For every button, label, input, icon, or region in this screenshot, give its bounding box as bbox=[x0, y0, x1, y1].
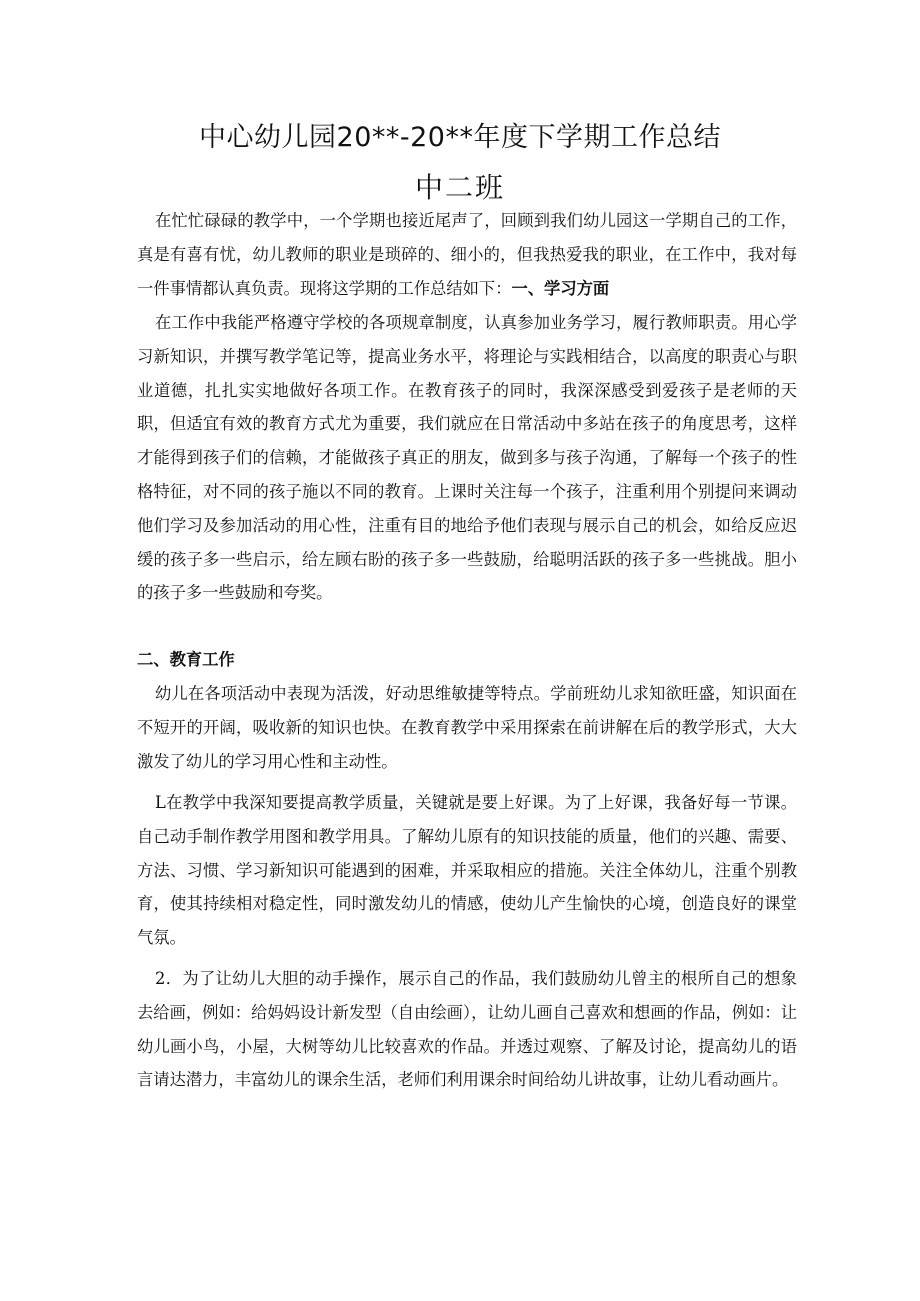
section1-heading: 一、学习方面 bbox=[511, 278, 610, 298]
section2-paragraph-2: L在教学中我深知要提高教学质量，关键就是要上好课。为了上好课，我备好每一节课。自己动手制作教学用图和教学用具。了解幼儿原有的知识技能的质量，他们的兴趣、需要、方法、习惯、学习新知识可能遇到的困难，并采取相应的措施。关注全体幼儿，注重个别教育，使其持续相对稳定性，同时激发幼儿的情感，使幼儿产生愉快的心境，创造良好的课堂气氛。 bbox=[137, 793, 797, 948]
section2-paragraph-1: 幼儿在各项活动中表现为活泼，好动思维敏捷等特点。学前班幼儿求知欲旺盛，知识面在不短开的开阔，吸收新的知识也快。在教育教学中采用探索在前讲解在后的教学形式，大大激发了幼儿的学习用心性和主动性。 bbox=[137, 684, 797, 771]
section2-block-2 bbox=[137, 786, 797, 955]
page-subtitle: 中二班 bbox=[414, 171, 505, 204]
intro-block bbox=[137, 204, 797, 305]
section2-paragraph-3: 2．为了让幼儿大胆的动手操作，展示自己的作品，我们鼓励幼儿曾主的根所自己的想象去给画，例如：给妈妈设计新发型（自由绘画），让幼儿画自己喜欢和想画的作品，例如：让幼儿画小鸟，小屋，大树等幼儿比较喜欢的作品。并透过观察、了解及讨论，提高幼儿的语言请达潜力，丰富幼儿的课余生活，老师们利用课余时间给幼儿讲故事，让幼儿看动画片。 bbox=[137, 969, 797, 1090]
section1-paragraph: 在工作中我能严格遵守学校的各项规章制度，认真参加业务学习，履行教师职责。用心学习新知识，并撰写教学笔记等，提高业务水平，将理论与实践相结合，以高度的职责心与职业道德，扎扎实实地做好各项工作。在教育孩子的同时，我深深感受到爱孩子是老师的天职，但适宜有效的教育方式尤为重要，我们就应在日常活动中多站在孩子的角度思考，这样才能得到孩子们的信赖，才能做孩子真正的朋友，做到多与孩子沟通，了解每一个孩子的性格特征，对不同的孩子施以不同的教育。上课时关注每一个孩子，注重利用个别提问来调动他们学习及参加活动的用心性，注重有目的地给予他们表现与展示自己的机会，如给反应迟缓的孩子多一些启示，给左顾右盼的孩子多一些鼓励，给聪明活跃的孩子多一些挑战。胆小的孩子多一些鼓励和夸奖。 bbox=[137, 313, 797, 603]
section2-block-1 bbox=[137, 677, 797, 778]
intro-paragraph bbox=[137, 204, 797, 305]
section2-heading: 二、教育工作 bbox=[137, 650, 235, 669]
section1-block bbox=[137, 306, 797, 610]
section2-block-3 bbox=[137, 962, 797, 1097]
section2-heading-block bbox=[137, 643, 797, 677]
intro-text: 在忙忙碌碌的教学中，一个学期也接近尾声了，回顾到我们幼儿园这一学期自己的工作，真是有喜有忧，幼儿教师的职业是琐碎的、细小的，但我热爱我的职业，在工作中，我对每一件事情都认真负责。现将这学期的工作总结如下： bbox=[137, 211, 797, 298]
page-title: 中心幼儿园20**-20**年度下学期工作总结 bbox=[199, 122, 721, 153]
